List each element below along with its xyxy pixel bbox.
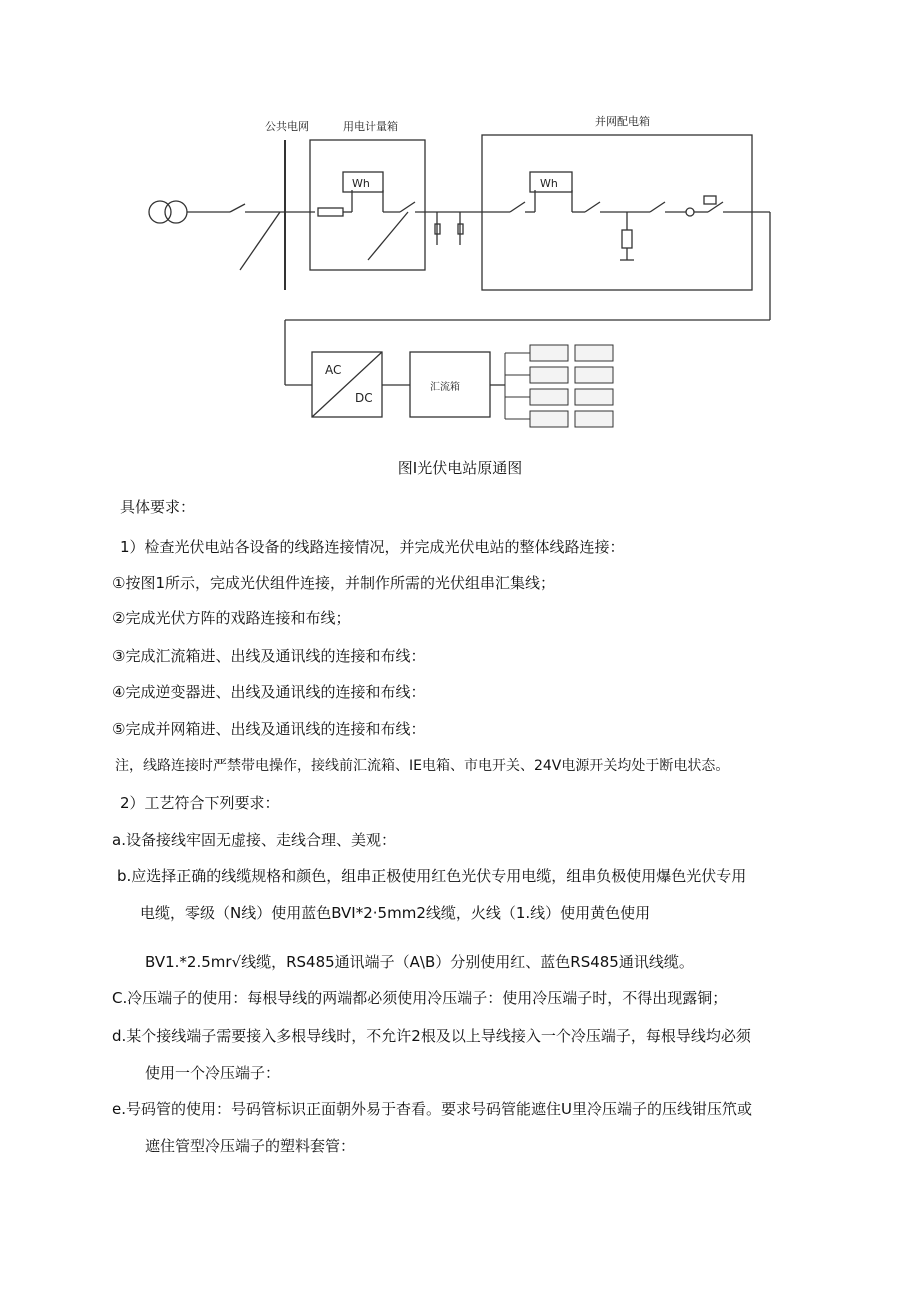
text-line-14: C.冷压端子的使用：每根导线的两端都必须使用冷压端子：使用冷压端子时，不得出现露铜； [112,989,728,1007]
text-line-10: a.设备接线牢固无虚接、走线合理、美观： [112,831,396,849]
text-line-8: 注，线路连接时严禁带电操作，接线前汇流箱、IE电箱、市电开关、24V电源开关均处于断电状态。 [115,758,730,774]
label-combiner-inner: 汇流箱 [430,382,460,393]
text-line-11: b.应选择正确的线缆规格和颜色，组串正极使用红色光伏专用电缆，组串负极使用爆色光伏专用 [117,867,747,885]
meter-box [310,140,425,270]
label-wh-2: Wh [540,177,558,190]
text-line-5: ③完成汇流箱进、出线及通讯线的连接和布线： [112,647,426,665]
text-line-3: ①按图1所示，完成光伏组件连接，并制作所需的光伏组串汇集线； [112,574,555,592]
fuse [318,208,343,216]
transformer-coil-2 [165,201,187,223]
text-line-18: 遮住管型冷压端子的塑料套管： [145,1137,356,1155]
text-line-15: d.某个接线端子需要接入多根导线时，不允许2根及以上导线接入一个冷压端子，每根导线均必须 [112,1027,751,1045]
surge-protector [622,230,632,248]
text-line-16: 使用一个冷压端子： [145,1064,281,1082]
label-grid-box: 并网配电箱 [595,115,650,128]
text-line-9: 2）工艺符合下列要求： [120,794,280,812]
label-wh-1: Wh [352,177,370,190]
text-line-4: ②完成光伏方阵的戏路连接和布线； [112,609,351,627]
text-line-13: BV1.*2.5mr√线缆，RS485通讯端子（A\B）分别使用红、蓝色RS485通讯线缆。 [145,953,694,971]
pv-array [530,345,613,427]
text-line-7: ⑤完成并网箱进、出线及通讯线的连接和布线： [112,720,426,738]
text-line-2: 1）检查光伏电站各设备的线路连接情况，并完成光伏电站的整体线路连接： [120,538,625,556]
label-public-grid: 公共电网 [265,120,309,133]
label-dc: DC [355,391,373,405]
label-meter-box: 用电计量箱 [343,120,398,133]
text-line-6: ④完成逆变器进、出线及通讯线的连接和布线： [112,683,426,701]
text-line-12: 电缆，零级（N线）使用蓝色BVI*2·5mm2线缆，火线（1.线）使用黄色使用 [140,904,651,922]
pv-station-diagram [130,100,780,440]
text-line-1: 具体要求： [120,498,196,516]
text-line-17: e.号码管的使用：号码管标识正面朝外易于杳看。要求号码管能遮住U里冷压端子的压线钳压笊或 [112,1100,752,1118]
label-ac: AC [325,363,342,377]
figure-caption: 图I光伏电站原通图 [397,459,523,477]
